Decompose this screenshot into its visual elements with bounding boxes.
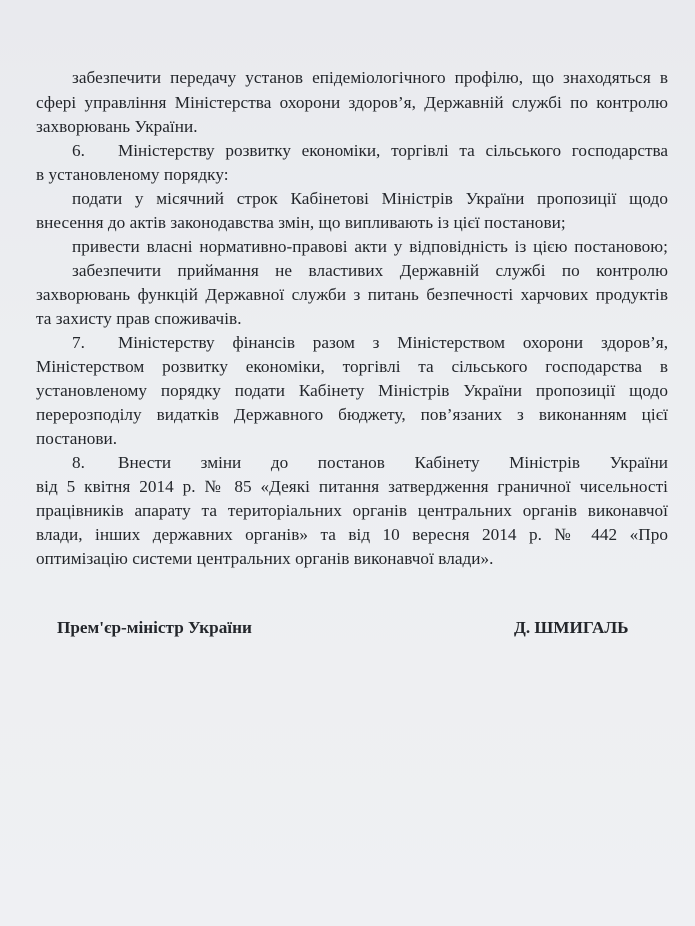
text-line: установленому порядку подати Кабінету Міністрів України пропозиції щодо [36,381,668,400]
text-line: постанови. [36,429,118,448]
paragraph-number: 6. [72,141,85,160]
text-line: захворювань України. [36,117,198,136]
text-line: Міністерству фінансів разом з Міністерством охорони здоров’я, [118,333,668,352]
signature-position: Прем'єр-міністр України [57,618,252,637]
text-line: в установленому порядку: [36,165,229,184]
list-item: привести власні нормативно-правові акти у відповідність із цією постановою; [72,237,668,256]
text-line: від 5 квітня 2014 р. № 85 «Деякі питання затвердження граничної чисельності [36,477,668,496]
list-item: подати у місячний строк Кабінетові Міністрів України пропозиції щодо [72,189,668,208]
text-line: влади, інших державних органів» та від 10 вересня 2014 р. № 442 «Про [36,525,668,544]
paragraph-number: 8. [72,453,85,472]
text-line: Міністерству розвитку економіки, торгівлі та сільського господарства [118,141,668,160]
text-line: та захисту прав споживачів. [36,309,242,328]
list-item: забезпечити приймання не властивих Державній службі по контролю [72,261,668,280]
text-line: Міністерством розвитку економіки, торгівлі та сільського господарства в [36,357,668,376]
text-line: працівників апарату та територіальних органів центральних органів виконавчої [36,501,668,520]
text-line: внесення до актів законодавства змін, що випливають із цієї постанови; [36,213,566,232]
text-line: захворювань функцій Державної служби з питань безпечності харчових продуктів [36,285,668,304]
text-line: оптимізацію системи центральних органів виконавчої влади». [36,549,494,568]
text-line: сфері управління Міністерства охорони здоров’я, Державній службі по контролю [36,93,668,112]
signature-name: Д. ШМИГАЛЬ [514,618,629,637]
paragraph-number: 7. [72,333,85,352]
text-line: Внести зміни до постанов Кабінету Міністрів України [118,453,668,472]
text-line: забезпечити передачу установ епідеміологічного профілю, що знаходяться в [72,68,668,87]
text-line: перерозподілу видатків Державного бюджету, пов’язаних з виконанням цієї [36,405,668,424]
